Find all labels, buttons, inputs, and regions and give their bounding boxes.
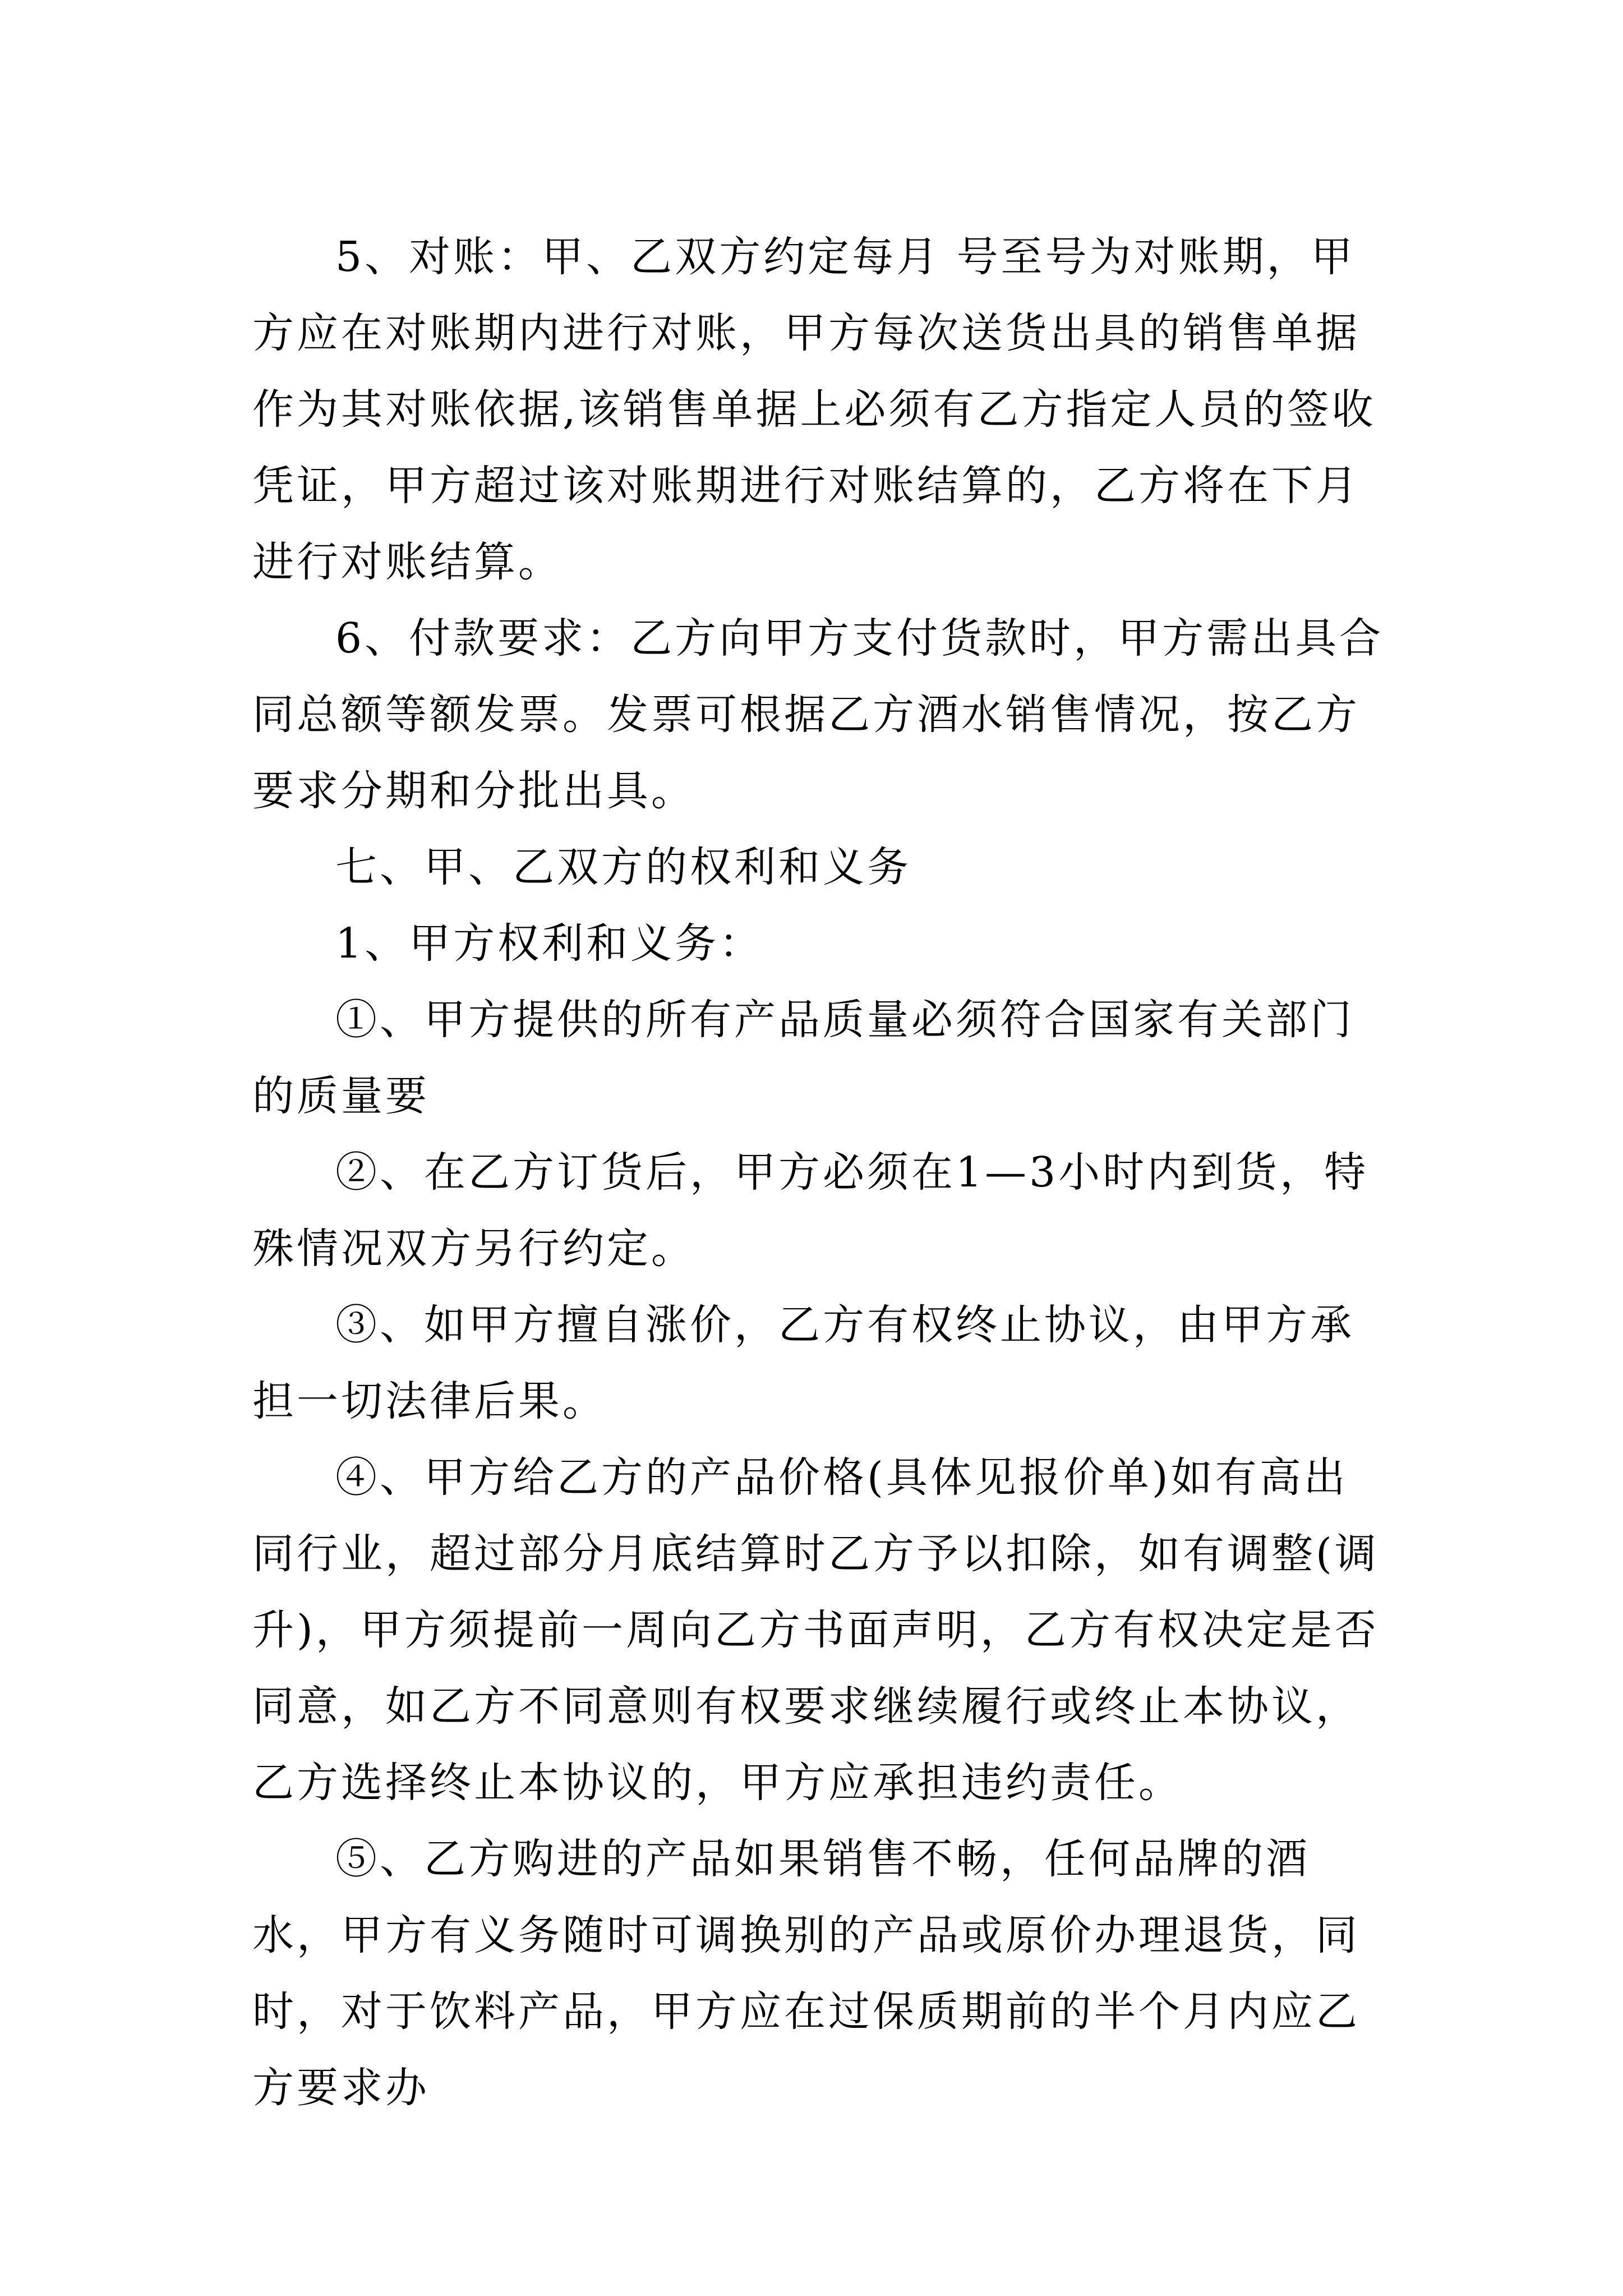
section-7-heading: 七、甲、乙双方的权利和义务 (335, 843, 911, 891)
party-a-item-2: ②、在乙方订货后，甲方必须在1—3小时内到货，特殊情况双方另行约定。 (252, 1148, 1369, 1273)
document-body (252, 219, 1391, 2126)
clause-5-reconciliation: 5、对账：甲、乙双方约定每月 号至号为对账期，甲方应在对账期内进行对账，甲方每次送货出具的销售单据作为其对账依据,该销售单据上必须有乙方指定人员的签收凭证，甲方超过该对账期进行对账结算的，乙方将在下月进行对账结算。 (252, 233, 1376, 586)
party-a-item-1: ①、甲方提供的所有产品质量必须符合国家有关部门的质量要 (252, 996, 1354, 1120)
party-a-rights-heading: 1、甲方权利和义务： (335, 919, 764, 968)
party-a-item-3: ③、如甲方擅自涨价，乙方有权终止协议，由甲方承担一切法律后果。 (252, 1301, 1354, 1425)
clause-6-payment: 6、付款要求：乙方向甲方支付货款时，甲方需出具合同总额等额发票。发票可根据乙方酒水销售情况，按乙方要求分期和分批出具。 (252, 614, 1384, 815)
party-a-item-4: ④、甲方给乙方的产品价格(具体见报价单)如有高出同行业，超过部分月底结算时乙方予以扣除，如有调整(调升)，甲方须提前一周向乙方书面声明，乙方有权决定是否同意，如乙方不同意则有权要求继续履行或终止本协议，乙方选择终止本协议的，甲方应承担违约责任。 (252, 1453, 1379, 1807)
party-a-item-5: ⑤、乙方购进的产品如果销售不畅，任何品牌的酒水，甲方有义务随时可调换别的产品或原价办理退货，同时，对于饮料产品，甲方应在过保质期前的半个月内应乙方要求办 (252, 1835, 1360, 2112)
